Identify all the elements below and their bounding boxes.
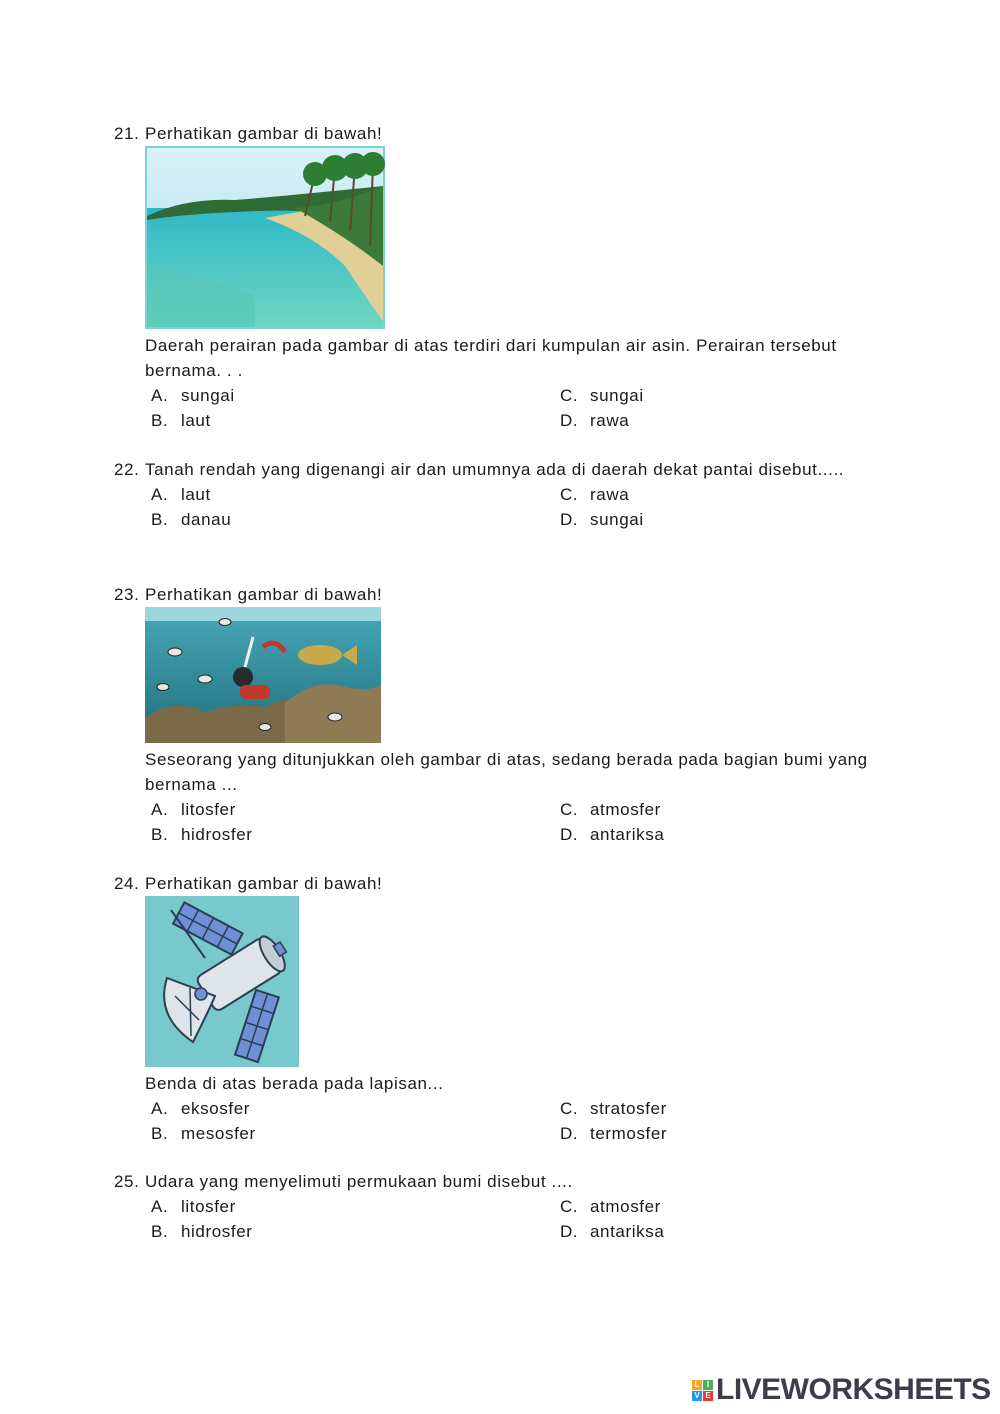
- question-23: [114, 582, 874, 847]
- option-letter: C.: [560, 386, 579, 405]
- option-text: antariksa: [590, 825, 665, 844]
- beach-photo-icon: [145, 146, 385, 329]
- option-letter: D.: [560, 825, 579, 844]
- options: [151, 1096, 874, 1146]
- option-b[interactable]: [151, 822, 560, 847]
- option-d[interactable]: [560, 1219, 860, 1244]
- question-number: 21.: [114, 124, 140, 143]
- liveworksheets-logo: [692, 1374, 991, 1406]
- option-letter: C.: [560, 1197, 579, 1216]
- option-text: litosfer: [181, 800, 236, 819]
- option-c[interactable]: [560, 1194, 860, 1219]
- option-text: rawa: [590, 485, 630, 504]
- logo-letter: V: [692, 1391, 702, 1401]
- question-prompt: Udara yang menyelimuti permukaan bumi disebut ....: [145, 1172, 573, 1191]
- question-prompt: Perhatikan gambar di bawah!: [145, 585, 383, 604]
- option-letter: A.: [151, 1099, 169, 1118]
- option-a[interactable]: [151, 383, 560, 408]
- logo-text: LIVEWORKSHEETS: [716, 1373, 991, 1406]
- question-stem: Seseorang yang ditunjukkan oleh gambar di atas, sedang berada pada bagian bumi yang bernama ...: [145, 750, 868, 794]
- option-d[interactable]: [560, 408, 860, 433]
- question-number: 22.: [114, 460, 140, 479]
- option-letter: B.: [151, 411, 169, 430]
- option-c[interactable]: [560, 383, 860, 408]
- option-a[interactable]: [151, 1194, 560, 1219]
- options: [151, 383, 874, 433]
- question-number: 24.: [114, 874, 140, 893]
- question-24: [114, 871, 874, 1146]
- option-letter: A.: [151, 485, 169, 504]
- question-header: [114, 457, 874, 482]
- option-letter: B.: [151, 510, 169, 529]
- options: [151, 482, 874, 532]
- logo-letter: E: [703, 1391, 713, 1401]
- question-number: 25.: [114, 1172, 140, 1191]
- option-text: termosfer: [590, 1124, 668, 1143]
- option-b[interactable]: [151, 1121, 560, 1146]
- question-prompt: Perhatikan gambar di bawah!: [145, 124, 383, 143]
- option-a[interactable]: [151, 1096, 560, 1121]
- question-21: [114, 121, 874, 433]
- option-letter: D.: [560, 1222, 579, 1241]
- option-b[interactable]: [151, 1219, 560, 1244]
- option-d[interactable]: [560, 822, 860, 847]
- question-header: [114, 582, 874, 607]
- option-d[interactable]: [560, 507, 860, 532]
- question-25: [114, 1169, 874, 1244]
- option-d[interactable]: [560, 1121, 860, 1146]
- option-b[interactable]: [151, 408, 560, 433]
- logo-mark-icon: [692, 1380, 713, 1401]
- options: [151, 797, 874, 847]
- option-a[interactable]: [151, 797, 560, 822]
- options: [151, 1194, 874, 1244]
- option-a[interactable]: [151, 482, 560, 507]
- option-text: eksosfer: [181, 1099, 251, 1118]
- option-letter: A.: [151, 386, 169, 405]
- option-text: antariksa: [590, 1222, 665, 1241]
- option-text: hidrosfer: [181, 825, 253, 844]
- question-prompt: Perhatikan gambar di bawah!: [145, 874, 383, 893]
- question-22: [114, 457, 874, 532]
- option-c[interactable]: [560, 1096, 860, 1121]
- option-text: hidrosfer: [181, 1222, 253, 1241]
- option-letter: A.: [151, 800, 169, 819]
- option-text: mesosfer: [181, 1124, 256, 1143]
- option-text: rawa: [590, 411, 630, 430]
- option-text: danau: [181, 510, 232, 529]
- option-text: sungai: [590, 386, 644, 405]
- question-prompt: Tanah rendah yang digenangi air dan umumnya ada di daerah dekat pantai disebut.....: [145, 460, 845, 479]
- option-letter: C.: [560, 1099, 579, 1118]
- question-header: [114, 121, 874, 146]
- question-number: 23.: [114, 585, 140, 604]
- question-stem: Benda di atas berada pada lapisan...: [145, 1074, 444, 1093]
- logo-letter: L: [692, 1380, 702, 1390]
- logo-letter: I: [703, 1380, 713, 1390]
- option-letter: D.: [560, 411, 579, 430]
- option-letter: B.: [151, 825, 169, 844]
- option-c[interactable]: [560, 797, 860, 822]
- satellite-illustration-icon: [145, 896, 299, 1067]
- option-letter: A.: [151, 1197, 169, 1216]
- option-text: laut: [181, 485, 211, 504]
- option-b[interactable]: [151, 507, 560, 532]
- option-letter: D.: [560, 1124, 579, 1143]
- option-letter: C.: [560, 485, 579, 504]
- option-text: laut: [181, 411, 211, 430]
- option-letter: C.: [560, 800, 579, 819]
- question-header: [114, 1169, 874, 1194]
- option-text: sungai: [590, 510, 644, 529]
- question-stem: Daerah perairan pada gambar di atas terdiri dari kumpulan air asin. Perairan tersebut bernama. . .: [145, 336, 837, 380]
- option-text: atmosfer: [590, 1197, 661, 1216]
- option-text: litosfer: [181, 1197, 236, 1216]
- option-text: stratosfer: [590, 1099, 667, 1118]
- option-letter: B.: [151, 1222, 169, 1241]
- option-letter: D.: [560, 510, 579, 529]
- option-c[interactable]: [560, 482, 860, 507]
- option-text: sungai: [181, 386, 235, 405]
- snorkeling-photo-icon: [145, 607, 381, 743]
- option-letter: B.: [151, 1124, 169, 1143]
- question-header: [114, 871, 874, 896]
- option-text: atmosfer: [590, 800, 661, 819]
